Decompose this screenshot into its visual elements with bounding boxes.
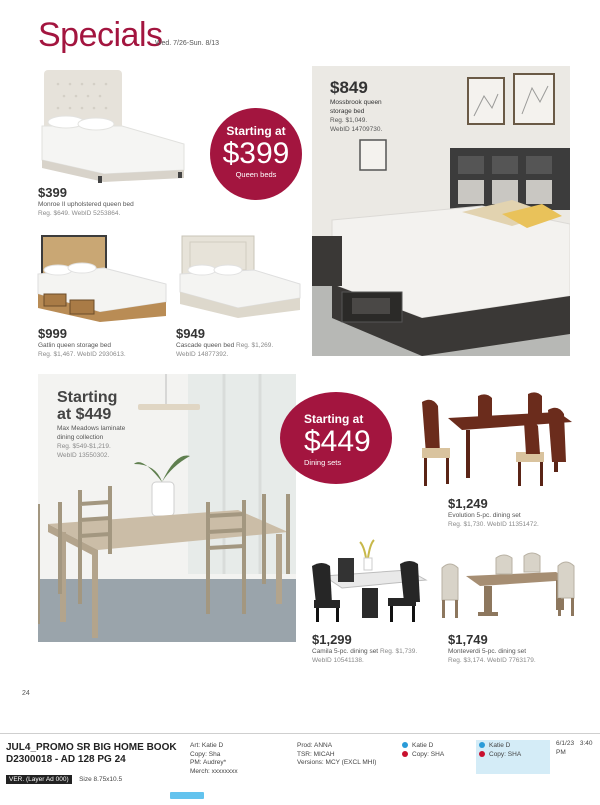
queen-beds-badge-price: $399 xyxy=(222,137,290,170)
approval-2-copy: Copy: SHA xyxy=(489,750,522,758)
dining-sets-badge-label: Dining sets xyxy=(304,458,342,467)
max-meadows-starting: Starting xyxy=(57,389,118,406)
size-info: Size 8.75x10.5 xyxy=(79,776,123,783)
art-credits xyxy=(190,742,238,776)
merch-credit: Merch: xxxxxxxx xyxy=(190,767,238,775)
timestamp-time: 3:40 PM xyxy=(556,740,593,756)
monteverdi-price: $1,749 xyxy=(448,632,488,647)
monteverdi-reg: Reg. $3,174. WebID 7763179. xyxy=(448,657,536,664)
evolution-dining-image xyxy=(408,392,578,488)
dining-sets-badge-price: $449 xyxy=(304,425,371,458)
tsr-credit: TSR: MICAH xyxy=(297,750,335,758)
cascade-reg: Reg. $1,269. xyxy=(236,342,274,349)
pm-credit: PM: Audrey* xyxy=(190,759,227,766)
copy-credit: Copy: Sha xyxy=(190,750,221,758)
mossbrook-webid: WebID 14709730. xyxy=(330,126,383,133)
page-title: Specials xyxy=(38,16,163,54)
cascade-bed-image xyxy=(178,232,302,322)
camila-desc xyxy=(312,647,442,665)
approval-block-2 xyxy=(476,740,550,774)
camila-price: $1,299 xyxy=(312,632,352,647)
status-marker xyxy=(170,792,204,799)
approval-blue-dot-1 xyxy=(402,742,408,748)
mossbrook-name: Mossbrook queen storage bed xyxy=(330,99,382,115)
mossbrook-desc xyxy=(330,98,398,134)
job-line-1: JUL4_PROMO SR BIG HOME BOOK xyxy=(6,742,177,753)
mossbrook-reg: Reg. $1,049. xyxy=(330,117,368,124)
cascade-price: $949 xyxy=(176,326,205,341)
monroe-name: Monroe II upholstered queen bed xyxy=(38,201,134,208)
prod-credit: Prod: ANNA xyxy=(297,742,333,749)
evolution-price: $1,249 xyxy=(448,496,488,511)
monteverdi-name: Monteverdi 5-pc. dining set xyxy=(448,648,527,655)
max-meadows-desc xyxy=(57,424,157,460)
approval-1-name: Katie D xyxy=(412,742,434,749)
queen-beds-badge-start: Starting at xyxy=(226,124,286,138)
gatlin-reg: Reg. $1,467. WebID 2930613. xyxy=(38,351,126,358)
approval-block-1 xyxy=(402,742,444,759)
camila-dining-image xyxy=(308,538,432,624)
monteverdi-desc xyxy=(448,647,578,665)
max-meadows-reg: Reg. $549-$1,219. xyxy=(57,443,111,450)
max-meadows-name-2: dining collection xyxy=(57,434,104,441)
art-credit: Art: Katie D xyxy=(190,742,224,749)
gatlin-bed-image xyxy=(34,232,170,322)
camila-name: Camila 5-pc. dining set xyxy=(312,648,379,655)
evolution-desc xyxy=(448,511,578,529)
evolution-name: Evolution 5-pc. dining set xyxy=(448,512,521,519)
gatlin-price: $999 xyxy=(38,326,67,341)
monroe-desc xyxy=(38,200,188,218)
approval-red-dot-1 xyxy=(402,751,408,757)
job-info xyxy=(6,742,186,786)
queen-beds-badge-label: Queen beds xyxy=(235,170,277,179)
footer-divider xyxy=(0,733,600,734)
max-meadows-price: at $449 xyxy=(57,406,112,423)
monroe-bed-image xyxy=(38,66,188,184)
max-meadows-name-1: Max Meadows laminate xyxy=(57,425,126,432)
version-badge: VER. (Layer Ad 000) xyxy=(6,775,72,784)
cascade-webid: WebID 14877392. xyxy=(176,351,229,358)
cascade-name: Cascade queen bed xyxy=(176,342,235,349)
gatlin-desc xyxy=(38,341,178,359)
evolution-reg: Reg. $1,730. WebID 11351472. xyxy=(448,521,539,528)
queen-beds-badge xyxy=(210,108,302,200)
versions-credit: Versions: MCY (EXCL MHI) xyxy=(297,759,377,766)
camila-webid: WebID 10541138. xyxy=(312,657,364,664)
max-meadows-webid: WebID 13550302. xyxy=(57,452,110,459)
page-number: 24 xyxy=(22,690,30,697)
job-line-2: D2300018 - AD 128 PG 24 xyxy=(6,754,126,765)
max-meadows-heading xyxy=(57,389,117,423)
monteverdi-dining-image xyxy=(438,552,578,622)
mossbrook-price: $849 xyxy=(330,78,368,97)
monroe-price: $399 xyxy=(38,185,67,200)
sale-dates: Wed. 7/26-Sun. 8/13 xyxy=(155,40,220,47)
gatlin-name: Gatlin queen storage bed xyxy=(38,342,111,349)
dining-sets-badge-start: Starting at xyxy=(304,412,364,426)
monroe-reg: Reg. $649. WebID 5253864. xyxy=(38,210,121,217)
approval-2-name: Katie D xyxy=(489,742,511,749)
dining-sets-badge xyxy=(280,392,392,484)
camila-reg: Reg. $1,739. xyxy=(379,648,418,655)
approval-1-copy: Copy: SHA xyxy=(412,750,445,758)
timestamp-date: 6/1/23 xyxy=(556,740,575,747)
production-credits xyxy=(297,742,376,768)
approval-red-dot-2 xyxy=(479,751,485,757)
approval-blue-dot-2 xyxy=(479,742,485,748)
cascade-desc xyxy=(176,341,306,359)
timestamp xyxy=(556,740,600,757)
